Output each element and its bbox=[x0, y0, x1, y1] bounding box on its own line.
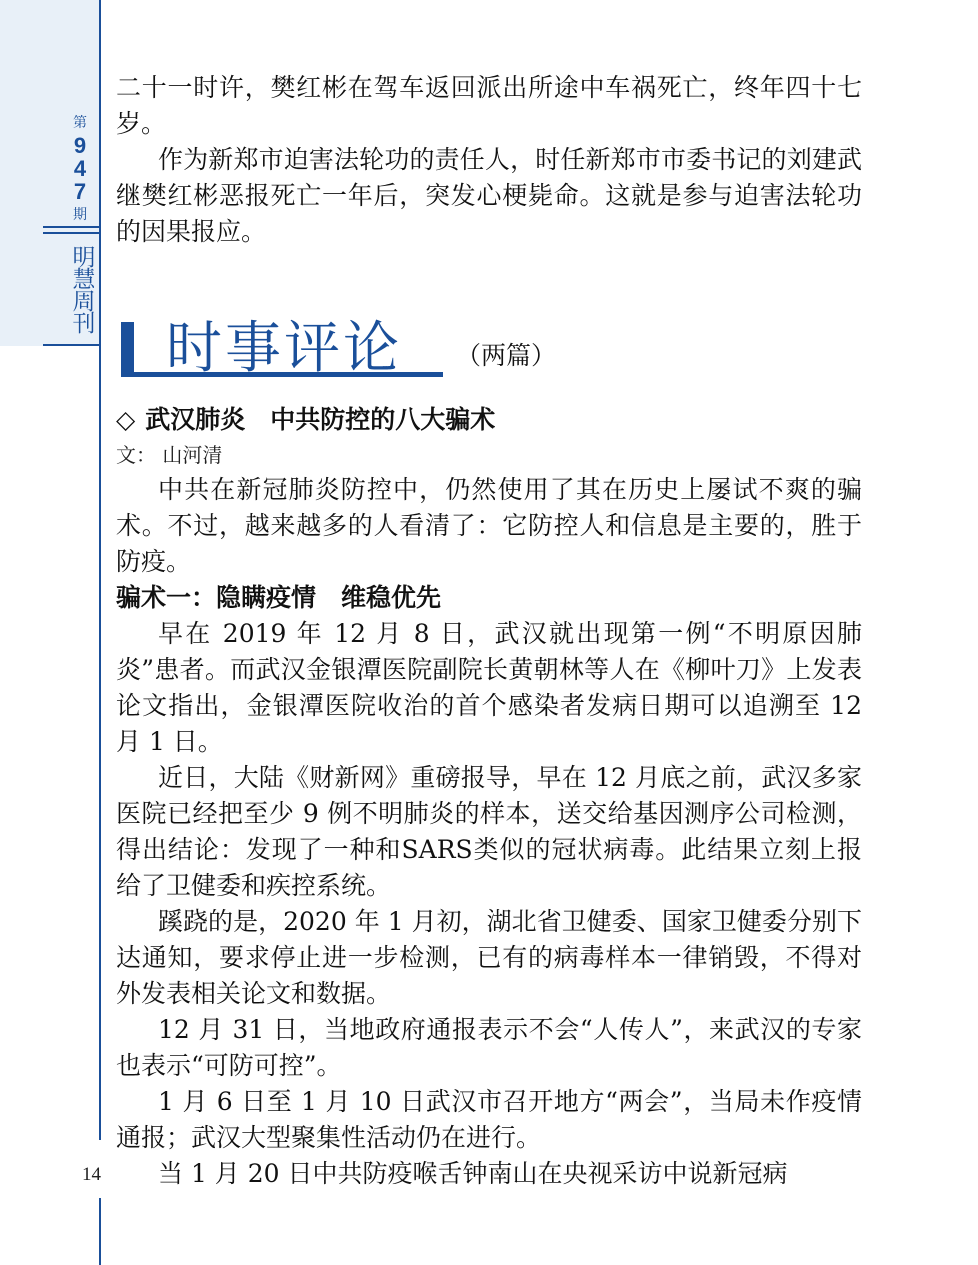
article-paragraph-5: 1 月 6 日至 1 月 10 日武汉市召开地方“两会”，当局未作疫情通报；武汉大型聚集性活动仍在进行。 bbox=[116, 1087, 862, 1152]
section-header bbox=[116, 308, 862, 390]
article-paragraph-2: 近日，大陆《财新网》重磅报导，早在 12 月底之前，武汉多家医院已经把至少 9 例不明肺炎的样本，送交给基因测序公司检测，得出结论：发现了一种和SARS类似的冠状病毒。此结果立刻上报给了卫健委和疾控系统。 bbox=[116, 763, 862, 900]
magazine-char-2: 慧 bbox=[72, 266, 96, 292]
sidebar-divider-top-2 bbox=[43, 232, 101, 234]
issue-digit-1: 9 bbox=[73, 133, 87, 158]
issue-prefix: 第 bbox=[73, 114, 87, 130]
issue-digit-2: 4 bbox=[73, 156, 87, 181]
section-subtitle: （两篇） bbox=[456, 341, 557, 370]
article-paragraph-6: 当 1 月 20 日中共防疫喉舌钟南山在央视采访中说新冠病 bbox=[158, 1159, 788, 1188]
intro-paragraph-1: 二十一时许，樊红彬在驾车返回派出所途中车祸死亡，终年四十七岁。 bbox=[116, 73, 862, 138]
magazine-char-1: 明 bbox=[72, 244, 96, 270]
article-subhead-1: 骗术一：隐瞒疫情 维稳优先 bbox=[116, 583, 442, 612]
section-title: 时事评论 bbox=[166, 316, 402, 381]
magazine-char-3: 周 bbox=[72, 288, 96, 314]
sidebar-divider-bottom bbox=[43, 344, 101, 346]
intro-paragraph-2: 作为新郑市迫害法轮功的责任人，时任新郑市市委书记的刘建武继樊红彬恶报死亡一年后，突发心梗毙命。这就是参与迫害法轮功的因果报应。 bbox=[116, 145, 862, 246]
sidebar-divider-top bbox=[43, 226, 101, 228]
magazine-char-4: 刊 bbox=[72, 310, 96, 336]
article-paragraph-1: 早在 2019 年 12 月 8 日，武汉就出现第一例“不明原因肺炎”患者。而武汉金银潭医院副院长黄朝林等人在《柳叶刀》上发表论文指出，金银潭医院收治的首个感染者发病日期可以追溯至 12 月 1 日。 bbox=[116, 619, 862, 756]
sidebar-vertical-rule-bottom bbox=[99, 1198, 101, 1265]
page-content bbox=[116, 70, 862, 1192]
article-paragraph-3: 蹊跷的是，2020 年 1 月初，湖北省卫健委、国家卫健委分别下达通知，要求停止进一步检测，已有的病毒样本一律销毁，不得对外发表相关论文和数据。 bbox=[116, 907, 862, 1008]
page-number: 14 bbox=[82, 1164, 101, 1185]
article-paragraph-4: 12 月 31 日，当地政府通报表示不会“人传人”，来武汉的专家也表示“可防可控”。 bbox=[116, 1015, 862, 1080]
section-header-bar bbox=[121, 322, 134, 376]
article-title-line bbox=[116, 402, 862, 438]
article-byline: 文： 山河清 bbox=[116, 443, 223, 467]
magazine-name bbox=[68, 246, 100, 334]
article-lead: 中共在新冠肺炎防控中，仍然使用了其在历史上屡试不爽的骗术。不过，越来越多的人看清了：它防控人和信息是主要的，胜于防疫。 bbox=[116, 475, 862, 576]
diamond-icon: ◇ bbox=[116, 405, 136, 434]
article-title: 武汉肺炎 中共防控的八大骗术 bbox=[145, 405, 496, 434]
issue-suffix: 期 bbox=[73, 206, 87, 222]
issue-digit-3: 7 bbox=[73, 179, 87, 204]
